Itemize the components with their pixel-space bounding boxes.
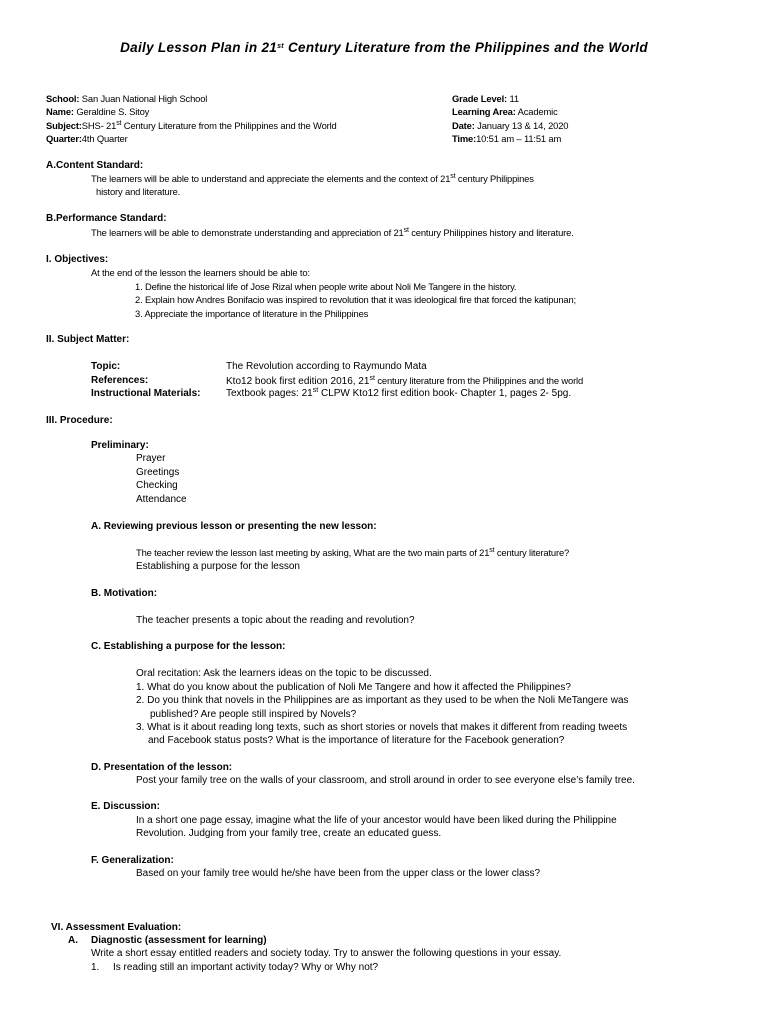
content-standard-line1: [91, 173, 534, 185]
time-value: 10:51 am – 11:51 am: [476, 133, 562, 144]
quarter-label: Quarter:: [46, 133, 82, 144]
presentation-heading: D. Presentation of the lesson:: [91, 762, 233, 773]
name-row: [46, 106, 149, 118]
topic-label: Topic:: [91, 361, 121, 372]
purpose-intro: Oral recitation: Ask the learners ideas on the topic to be discussed.: [136, 668, 432, 679]
title-text-rest: Century Literature from the Philippines and the World: [283, 40, 648, 55]
materials-value: [226, 388, 571, 400]
presentation-text: Post your family tree on the walls of your classroom, and stroll around in order to see everyone else’s family tree.: [136, 775, 635, 786]
title-superscript: st: [277, 43, 284, 50]
purpose-question-2-cont: published? Are people still inspired by Novels?: [150, 709, 357, 720]
preliminary-heading: Preliminary:: [91, 440, 149, 451]
time-label: Time:: [452, 133, 477, 144]
date-label: Date:: [452, 120, 475, 131]
grade-value: 11: [507, 93, 519, 104]
generalization-heading: F. Generalization:: [91, 855, 174, 866]
preliminary-item: Greetings: [136, 467, 180, 478]
title-text: Daily Lesson Plan in 21: [120, 40, 278, 55]
school-label: School:: [46, 93, 80, 104]
motivation-text: The teacher presents a topic about the reading and revolution?: [136, 615, 415, 626]
procedure-heading: III. Procedure:: [46, 415, 113, 426]
assessment-question-1: Is reading still an important activity today? Why or Why not?: [113, 962, 379, 973]
motivation-heading: B. Motivation:: [91, 588, 158, 599]
assessment-heading: VI. Assessment Evaluation:: [51, 922, 182, 933]
objectives-intro: At the end of the lesson the learners should be able to:: [91, 267, 310, 278]
area-label: Learning Area:: [452, 106, 516, 117]
review-heading: A. Reviewing previous lesson or presenting the new lesson:: [91, 521, 377, 532]
assessment-question-number: 1.: [91, 962, 100, 973]
subject-row: [46, 120, 337, 132]
performance-standard-superscript: st: [403, 227, 409, 234]
assessment-sub-heading: Diagnostic (assessment for learning): [91, 935, 267, 946]
grade-label: Grade Level:: [452, 93, 507, 104]
review-line2: Establishing a purpose for the lesson: [136, 561, 300, 572]
subject-value: SHS- 21: [81, 120, 117, 131]
performance-standard-heading: B.Performance Standard:: [46, 213, 167, 224]
date-value: January 13 & 14, 2020: [474, 120, 569, 131]
quarter-value: 4th Quarter: [81, 133, 128, 144]
school-row: [46, 93, 207, 105]
review-line1-rest: century literature?: [494, 547, 570, 558]
references-label: References:: [91, 375, 149, 386]
purpose-question-3: 3. What is it about reading long texts, such as short stories or novels that makes it different from reading tweets: [136, 722, 628, 733]
subject-label: Subject:: [46, 120, 82, 131]
grade-row: [452, 93, 519, 105]
content-standard-line1-rest: century Philippines: [455, 173, 534, 184]
preliminary-item: Prayer: [136, 453, 166, 464]
preliminary-item: Checking: [136, 480, 178, 491]
objective-item: 1. Define the historical life of Jose Rizal when people write about Noli Me Tangere in the history.: [135, 281, 517, 292]
discussion-line2: Revolution. Judging from your family tree, create an educated guess.: [136, 828, 442, 839]
content-standard-superscript: st: [450, 173, 456, 180]
review-line1: [136, 547, 569, 559]
performance-standard-text-pre: The learners will be able to demonstrate understanding and appreciation of 21: [91, 227, 404, 238]
materials-superscript: st: [312, 387, 319, 394]
generalization-text: Based on your family tree would he/she have been from the upper class or the lower class?: [136, 868, 541, 879]
objective-item: 3. Appreciate the importance of literature in the Philippines: [135, 308, 369, 319]
references-value-pre: Kto12 book first edition 2016, 21: [226, 376, 370, 387]
subject-matter-heading: II. Subject Matter:: [46, 334, 130, 345]
content-standard-line1-text: The learners will be able to understand and appreciate the elements and the context of 21: [91, 173, 451, 184]
document-title: [0, 40, 768, 55]
date-row: [452, 120, 568, 132]
content-standard-heading: A.Content Standard:: [46, 160, 144, 171]
review-superscript: st: [489, 547, 495, 554]
objectives-heading: I. Objectives:: [46, 254, 109, 265]
quarter-row: [46, 133, 128, 145]
discussion-line1: In a short one page essay, imagine what the life of your ancestor would have been liked during the Philippine: [136, 815, 617, 826]
subject-superscript: st: [116, 120, 122, 127]
purpose-question-2: 2. Do you think that novels in the Philippines are as important as they used to be when the Noli MeTangere was: [136, 695, 629, 706]
review-line1-text: The teacher review the lesson last meeting by asking, What are the two main parts of 21: [136, 547, 490, 558]
materials-label: Instructional Materials:: [91, 388, 201, 399]
area-row: [452, 106, 558, 118]
performance-standard-text: [91, 227, 574, 239]
purpose-question-1: 1. What do you know about the publication of Noli Me Tangere and how it affected the Philippines?: [136, 682, 571, 693]
content-standard-line2: history and literature.: [96, 186, 181, 197]
name-label: Name:: [46, 106, 74, 117]
purpose-heading: C. Establishing a purpose for the lesson:: [91, 641, 286, 652]
materials-value-post: CLPW Kto12 first edition book- Chapter 1, pages 2- 5pg.: [318, 388, 572, 399]
name-value: Geraldine S. Sitoy: [73, 106, 150, 117]
topic-value: The Revolution according to Raymundo Mata: [226, 361, 427, 372]
objective-item: 2. Explain how Andres Bonifacio was inspired to revolution that it was ideological fire that forced the katipunan;: [135, 294, 576, 305]
references-value-post: century literature from the Philippines and the world: [374, 375, 584, 386]
references-superscript: st: [369, 375, 375, 382]
references-value: [226, 375, 583, 388]
assessment-text: Write a short essay entitled readers and society today. Try to answer the following questions in your essay.: [91, 948, 562, 959]
area-value: Academic: [515, 106, 558, 117]
materials-value-pre: Textbook pages: 21: [226, 388, 313, 399]
purpose-question-3-cont: and Facebook status posts? What is the importance of literature for the Facebook generation?: [148, 735, 565, 746]
school-value: San Juan National High School: [79, 93, 208, 104]
discussion-heading: E. Discussion:: [91, 801, 160, 812]
performance-standard-text-post: century Philippines history and literature.: [408, 227, 574, 238]
preliminary-item: Attendance: [136, 494, 187, 505]
assessment-sub-marker: A.: [68, 935, 78, 946]
time-row: [452, 133, 561, 145]
subject-value-rest: Century Literature from the Philippines and the World: [121, 120, 337, 131]
